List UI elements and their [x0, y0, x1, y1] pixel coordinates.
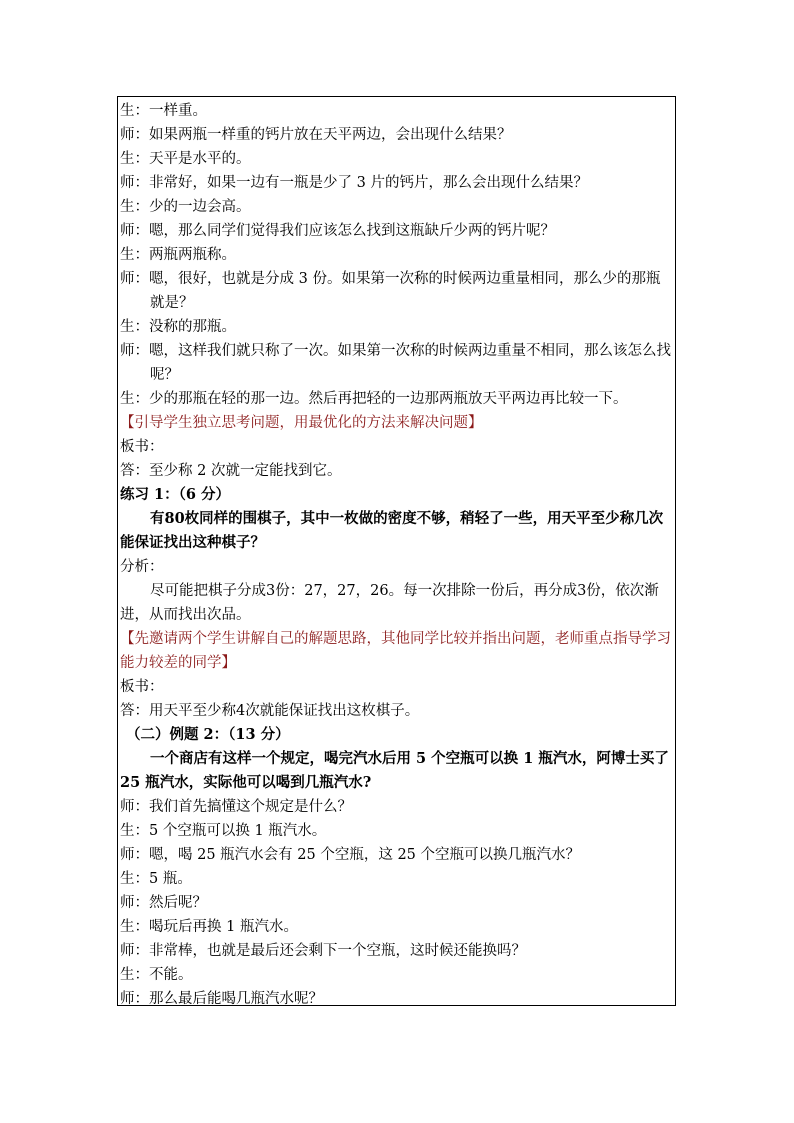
dialogue-line: 师：嗯，很好，也就是分成 3 份。如果第一次称的时候两边重量相同，那么少的那瓶就是？	[120, 271, 661, 311]
dialogue-line: 师：非常棒，也就是最后还会剩下一个空瓶，这时候还能换吗？	[120, 943, 526, 959]
dialogue-line: 生：5 个空瓶可以换 1 瓶汽水。	[120, 823, 327, 839]
lesson-table-cell	[117, 96, 676, 1006]
analysis-text: 尽可能把棋子分成3份：27，27，26。每一次排除一份后，再分成3份，依次渐进，从而找出次品。	[120, 583, 659, 623]
dialogue-line: 分析：	[120, 559, 164, 575]
dialogue-line: 师：我们首先搞懂这个规定是什么？	[120, 799, 352, 815]
dialogue-line: 生：少的一边会高。	[120, 199, 251, 215]
dialogue-line: 生：没称的那瓶。	[120, 319, 236, 335]
dialogue-line: 生：一样重。	[120, 103, 207, 119]
dialogue-line: 答：至少称 2 次就一定能找到它。	[120, 463, 342, 479]
dialogue-line: 师：如果两瓶一样重的钙片放在天平两边，会出现什么结果？	[120, 127, 512, 143]
dialogue-line: 师：嗯，这样我们就只称了一次。如果第一次称的时候两边重量不相同，那么该怎么找呢？	[120, 343, 671, 383]
dialogue-line: 师：嗯，那么同学们觉得我们应该怎么找到这瓶缺斤少两的钙片呢？	[120, 223, 555, 239]
dialogue-line: 生：不能。	[120, 967, 193, 983]
dialogue-line: 生：两瓶两瓶称。	[120, 247, 236, 263]
dialogue-line: 师：然后呢？	[120, 895, 207, 911]
dialogue-line: 板书：	[120, 679, 164, 695]
dialogue-line: 生：少的那瓶在轻的那一边。然后再把轻的一边那两瓶放天平两边再比较一下。	[120, 391, 628, 407]
dialogue-line: 生：天平是水平的。	[120, 151, 251, 167]
dialogue-line: 生：5 瓶。	[120, 871, 192, 887]
lesson-transcript	[120, 99, 673, 1011]
dialogue-line: 师：非常好，如果一边有一瓶是少了 3 片的钙片，那么会出现什么结果？	[120, 175, 588, 191]
teaching-note: 【引导学生独立思考问题，用最优化的方法来解决问题】	[120, 415, 483, 431]
section-heading: （二）例题 2：（13 分）	[126, 726, 290, 743]
dialogue-line: 师：嗯，喝 25 瓶汽水会有 25 个空瓶，这 25 个空瓶可以换几瓶汽水？	[120, 847, 581, 863]
dialogue-line: 生：喝玩后再换 1 瓶汽水。	[120, 919, 298, 935]
teaching-note: 【先邀请两个学生讲解自己的解题思路，其他同学比较并指出问题，老师重点指导学习能力较差的同学】	[120, 631, 671, 671]
exercise-heading: 练习 1：（6 分）	[120, 486, 231, 503]
problem-statement: 有80枚同样的围棋子，其中一枚做的密度不够，稍轻了一些，用天平至少称几次能保证找出这种棋子？	[120, 510, 664, 551]
dialogue-line: 板书：	[120, 439, 164, 455]
dialogue-line: 答：用天平至少称4次就能保证找出这枚棋子。	[120, 703, 420, 719]
problem-statement: 一个商店有这样一个规定，喝完汽水后用 5 个空瓶可以换 1 瓶汽水，阿博士买了 25 瓶汽水，实际他可以喝到几瓶汽水?	[120, 750, 674, 791]
dialogue-line: 师：那么最后能喝几瓶汽水呢？	[120, 991, 323, 1007]
